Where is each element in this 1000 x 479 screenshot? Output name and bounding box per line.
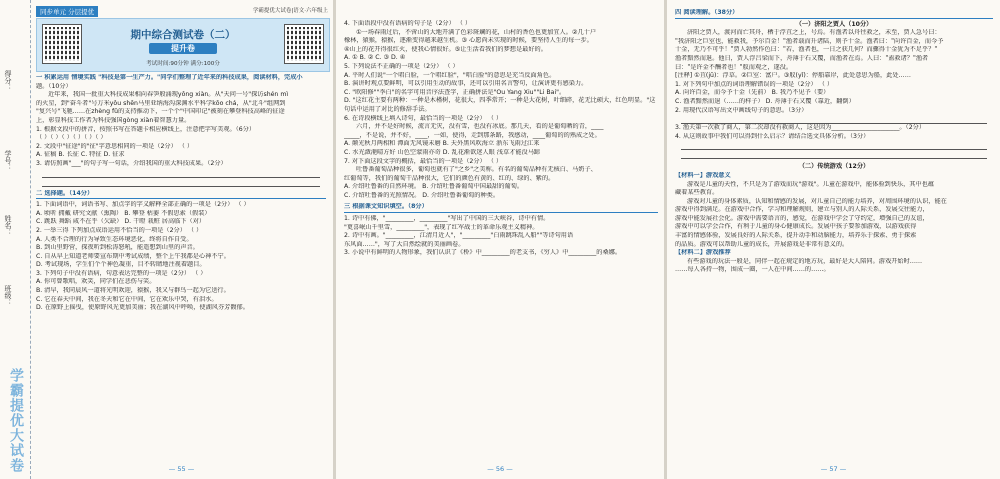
- text-line: 丰富的情感体验，发展良好的人际关系，提升动手和动脑能力，培养乐于探索、勇于探索: [675, 232, 917, 240]
- option-line: C. 自从早上知道老师要宣布期中考试成绩，整个上午我都是心神不宁。: [36, 252, 230, 260]
- exam-subtitle: 提升卷: [149, 43, 217, 54]
- page-57: [667, 0, 1000, 479]
- page-number: — 55 —: [168, 465, 195, 473]
- answer-line[interactable]: [681, 141, 987, 150]
- class-label: 班级：: [4, 285, 12, 306]
- score-label: 得分：: [4, 70, 12, 91]
- exam-title: 期中综合测试卷（二）: [130, 29, 236, 41]
- qr-code-right-icon[interactable]: [285, 25, 323, 63]
- option-line: A. 颠光秋月两相和 潭面无风镜未磨 B. 天外黑风吹海立 浙东飞雨过江来: [344, 140, 540, 148]
- name-label: 姓名：: [4, 215, 12, 236]
- question-2-3: 3. 下列句子中没有语病，句意表达完整的一项是（2分） （ ）: [36, 269, 207, 277]
- option-line: A. ① B. ② C. ③ D. ④: [344, 54, 406, 62]
- option-line: A. 平时人们说"一个唱白脸，一个唱红脸"，"唱白脸"的意思是充当反面角色。: [344, 71, 556, 79]
- option-line: A. 顷听 拥戴 研究文献（熏陶） B. 攀登 枯萎 不假思索（假装）: [36, 209, 211, 217]
- option-line: C. 它在春天中间，我在冬天和它在中间，它在欢乐中哭，有泪水。: [36, 295, 218, 303]
- text-line: 济阳之贾人，渡河而亡其舟，栖于浮苴之上，号焉。有渔者以舟往救之，未至，贾人急号曰：: [687, 29, 941, 37]
- option-line: A. 介绍吐鲁番的自然环境。 B. 介绍吐鲁番葡萄中国最甜的葡萄。: [344, 183, 524, 191]
- text-line: 游戏对儿童的身体素质，认知和情感的发展，对儿童自己的能力培养，对周围环境的认识，能在: [687, 197, 947, 205]
- text-line: 渔者黯然而退。他日，贾人浮吕梁而下，舟薄于石又覆，而渔者在焉。人曰："盍救诸？"渔者: [675, 54, 929, 62]
- text-line: 十金，无乃不可乎！"贾人勃然作色曰："若，渔者也，一日之获几何？而骤得十金犹为不足乎？": [675, 46, 938, 54]
- option-line: C. 水光潋滟晴方好 山色空蒙雨亦奇 D. 乱花渐欲迷人眼 浅草才能没马蹄: [344, 148, 541, 156]
- option-line: C. 渔者黯然而退（……的样子） D. 舟薄于石又覆（靠近，翻倒）: [675, 97, 855, 105]
- question-2-1: 1. 下面词语中，词语书写、加点字的字义解释全部正确的一项是（2分） （ ）: [36, 201, 250, 209]
- passage-1-title: （一）济阳之贾人（10分）: [795, 20, 873, 28]
- question-1-3: 3. 请仿照画"___"的句子写一句话，介绍我国的重大科技成果。（2分）: [36, 159, 227, 167]
- text-line: 游戏是儿童的天性，不只是为了游戏而玩"游戏"。儿童在游戏中，能体验到快乐，其中也蕴: [687, 180, 935, 188]
- question-1-1: 1. 根据文段中的拼音，按照书写在答题卡相应横线上，注意把字写美观。（6分）: [36, 125, 256, 133]
- option-line: D. 考试现场，学生们个个神色凝重，目不转睛地注视着题目。: [36, 261, 206, 269]
- option-line: B. 到山里野营，探夜听到松涛怒吼，能遥想到山里的声音。: [36, 244, 199, 252]
- page-55-body: [36, 74, 326, 313]
- text-line: _____，不是说，并不好，____，一如，使得，走到那条路，我感动，____葡萄的的熟成之处。: [344, 131, 601, 139]
- page-57-body: [675, 6, 993, 275]
- option-line: D. "这红花主要有两种：一种是木槿树，花很大，四季常开；一种是大花树，叶细碎，花无比硕大，红色明显。"这句话中运用了对比的修辞手法。: [344, 97, 656, 113]
- page-56: [336, 0, 664, 479]
- option-line: B. 清早，我同晨风一道将光明欢迎，猿猴，我又与群鸟一起为它送行。: [36, 287, 230, 295]
- material-2-label: 【材料二】游戏推荐: [675, 249, 731, 257]
- text-line: 近年来，我国一批重大科技成果相向春笋般涌现yǒng xiàn。从"天问一号"探访shén mì: [48, 91, 289, 99]
- text-line: 有些游戏的玩法一般是，同伴一起在规定的地方玩，最好是大人陪同。游戏开始时……: [687, 257, 923, 265]
- text-line: 题。（10分）: [36, 82, 72, 90]
- option-line: A. 你可曾歌唱，欢笑，同学们在悲伤与笑。: [36, 278, 156, 286]
- text-line: 藏着某些教育。: [675, 189, 719, 197]
- answer-brackets[interactable]: （ ）（ ）（ ）（ ）（ ）（ ）: [36, 134, 107, 142]
- section-1-heading: 一 积累运用 情境实践 "科技是第一生产力。"同学们整理了近年来的科技成果，阅读材料，完成小: [36, 74, 303, 81]
- question-2-2: 2. 一举三得 下列加点成语运用不恰当的一项是（2分） （ ）: [36, 226, 203, 234]
- annotation: [注释] ①苴(jū)：浮草。②巨室：富户。③舣(yǐ)：停船靠岸，此处意思为船，此处……: [675, 72, 911, 80]
- text-line: "更喜岷山千里雪，_________"，表现了红军战士的革命乐观主义精神。: [344, 223, 539, 231]
- option-line: C. "欧阳修""李白"的名字可用音序法查字，正确拼法是"Ou Yang Xiu""Li Bai"。: [344, 88, 566, 96]
- material-1-label: 【材料一】游戏意义: [675, 171, 731, 179]
- text-line: ①一场春雨过后，不啻山的大地开满了色彩斑斓的花，山村的香色也更加宜人。②几十户: [356, 28, 597, 36]
- exam-meta: 考试时间:90分钟 满分:100分: [146, 61, 220, 67]
- text-line: 橡林，猿猴，猿猴，逐渐变得越来越生机。③ 心愿尚未实现的时候，要坚持人生的每一步。: [344, 37, 593, 45]
- margin-strip: [0, 0, 31, 479]
- text-line: "复兴号"飞驰……在zhèng fǔ的支持推动下，一个个"中国印记"被刻在攀登科技高峰的征途: [36, 108, 285, 116]
- student-id-label: 学号：: [4, 150, 12, 171]
- text-line: ……每人各持一物，围成一圈，一人在中间……的……。: [675, 266, 830, 274]
- text-line: 红葡萄等，我们的葡萄干品种很大，它们的颜色有黄的、红的、绿的、紫的。: [344, 174, 555, 182]
- text-line: 游戏中可以学会合作，有利于儿童的身心健康成长。发展中孩子要参加游戏，以游戏获得: [675, 223, 917, 231]
- option-line: A. 向许百金，而今予十金（先前） B. 我乃不见予（要）: [675, 89, 830, 97]
- question-2-5: 5. 下列说法不正确的一项是（2分） （ ）: [344, 62, 459, 70]
- page-number: — 56 —: [487, 465, 513, 473]
- section-4-heading: 四 阅读理解。（38分）: [675, 9, 993, 19]
- page-header: [36, 4, 328, 18]
- page-56-body: [344, 20, 658, 258]
- qr-code-left-icon[interactable]: [43, 25, 81, 63]
- question-2-4: 4. 下面语段中没有语病的句子是（2分） （ ）: [344, 20, 472, 27]
- text-line: ④山上的花开得很红火，使我心情很好。⑤让生活看我们的梦想是最好的。: [344, 45, 547, 53]
- answer-line[interactable]: [681, 150, 987, 159]
- text-line: 的品质。游戏可以帮助儿童的成长，开展游戏是非常有意义的。: [675, 240, 849, 248]
- option-line: D. 在原野上摇曳，使原野风光更加美丽；我在湖风中呼唤，使湖风芬芳馥郁。: [36, 304, 249, 312]
- question-4-1: 1. 对下列句中加点的词语理解错误的一项是（2分） （ ）: [675, 80, 834, 88]
- option-line: C. 跳跃 舞蹈 咸不在乎（欠缺） D. 干瞪 栽赃 居高临下（对）: [36, 218, 206, 226]
- series-watermark: 学霸提优大试卷: [8, 368, 24, 473]
- option-line: A. 人类不合理的行为导致生态环境恶化，终将自作自受。: [36, 235, 193, 243]
- question-4-2: 2. 用现代汉语写出文中画线句子的意思。（3分）: [675, 106, 808, 114]
- answer-line[interactable]: [42, 178, 320, 187]
- question-2-6: 6. 在诗段横线上填入诗句，最恰当的一项是（2分） （ ）: [344, 114, 503, 122]
- option-line: C. 介绍吐鲁番的光照情况。 D. 介绍吐鲁番葡萄的种类。: [344, 191, 500, 199]
- text-line: 的火星，到"奋斗者"号万米yǒu shēn马里亚纳海沟深渊水平科学kōo chá，从"北斗"组网到: [36, 99, 286, 107]
- text-line: 上，彰显科技工作者为科技强国gòng xiàn着智慧力量。: [36, 116, 191, 124]
- question-1-2: 2. 文段中"征途"的"征"字意思相同的一项是（2分） （ ）: [36, 142, 194, 150]
- text-line: 六月，并不是好时候，流言无灾，没有雪，也没有冰底。那几天，看的是葡萄晒的青，____: [356, 123, 604, 131]
- section-2-heading: 二 选择题。（14分）: [36, 190, 326, 200]
- text-line: "我济阳之巨室也，能救我，予尔百金！"渔者载而升诸陆，则予十金。渔者曰："向许百金，而今予: [675, 37, 944, 45]
- answer-line[interactable]: [681, 115, 987, 124]
- page-55: [0, 0, 333, 479]
- options-1-2: A. 征稿 B. 长征 C. 特征 D. 征求: [36, 151, 125, 159]
- text-line: 曰："是许金不酬者也！"舣而观之，遂没。: [675, 63, 793, 71]
- series-tag: 同步单元 分层提优: [36, 6, 98, 17]
- question-4-3: 3. 渔夫第一次救了商人，第二次却没有救商人，这是因为______________________。（2分）: [675, 124, 926, 132]
- question-2-7: 7. 对下面这段文字的概括，最恰当的一项是（2分） （ ）: [344, 157, 503, 165]
- question-4-4: 4. 从这则故事中我们可以得到什么启示？请结合选文具体分析。（3分）: [675, 132, 870, 140]
- text-line: 吐鲁番葡萄品种很多，葡萄也就有了"之乡"之美称。有名的葡萄品种有无核白、马奶子、: [356, 166, 597, 174]
- section-3-heading: 三 根据课文知识填空。（8分）: [344, 203, 658, 213]
- text-line: 游戏中能发展社会化。游戏中需要语言的，感觉，在游戏中学会了守约定，增强自己的友谊，: [675, 214, 929, 222]
- book-tag: 学霸提优大试卷|语文·六年级上: [252, 8, 328, 14]
- answer-line[interactable]: [42, 169, 320, 178]
- title-banner: [36, 18, 330, 72]
- question-3-2: 2. 诗中有画。"_________，江清月近人"，"_________"白雨跳珠乱入船""等诗句用语: [344, 232, 574, 240]
- text-line: 东风面……"，写了大自然绘就的美丽画卷。: [344, 240, 465, 248]
- text-line: 游戏中得到满足。在游戏中合作，学习和理解规则，建立与别人的人际关系，发展交往能力，: [675, 206, 929, 214]
- passage-2-title: （二）传统游戏（12分）: [798, 163, 870, 171]
- page-number: — 57 —: [820, 465, 847, 473]
- question-3-3: 3. 小说中有鲜明的人物形象，我们认识了《桥》中_________的老支书，《穷人》中_________的桑娜。: [344, 249, 622, 257]
- option-line: B. 演讲时观点要鲜明，可以引用生动的故事，还可以引用名言警句，让演讲更有感染力。: [344, 80, 588, 88]
- question-3-1: 1. 诗中有佛，"_________，_________"写出了中国的三大峡谷，诗中有情。: [344, 215, 550, 223]
